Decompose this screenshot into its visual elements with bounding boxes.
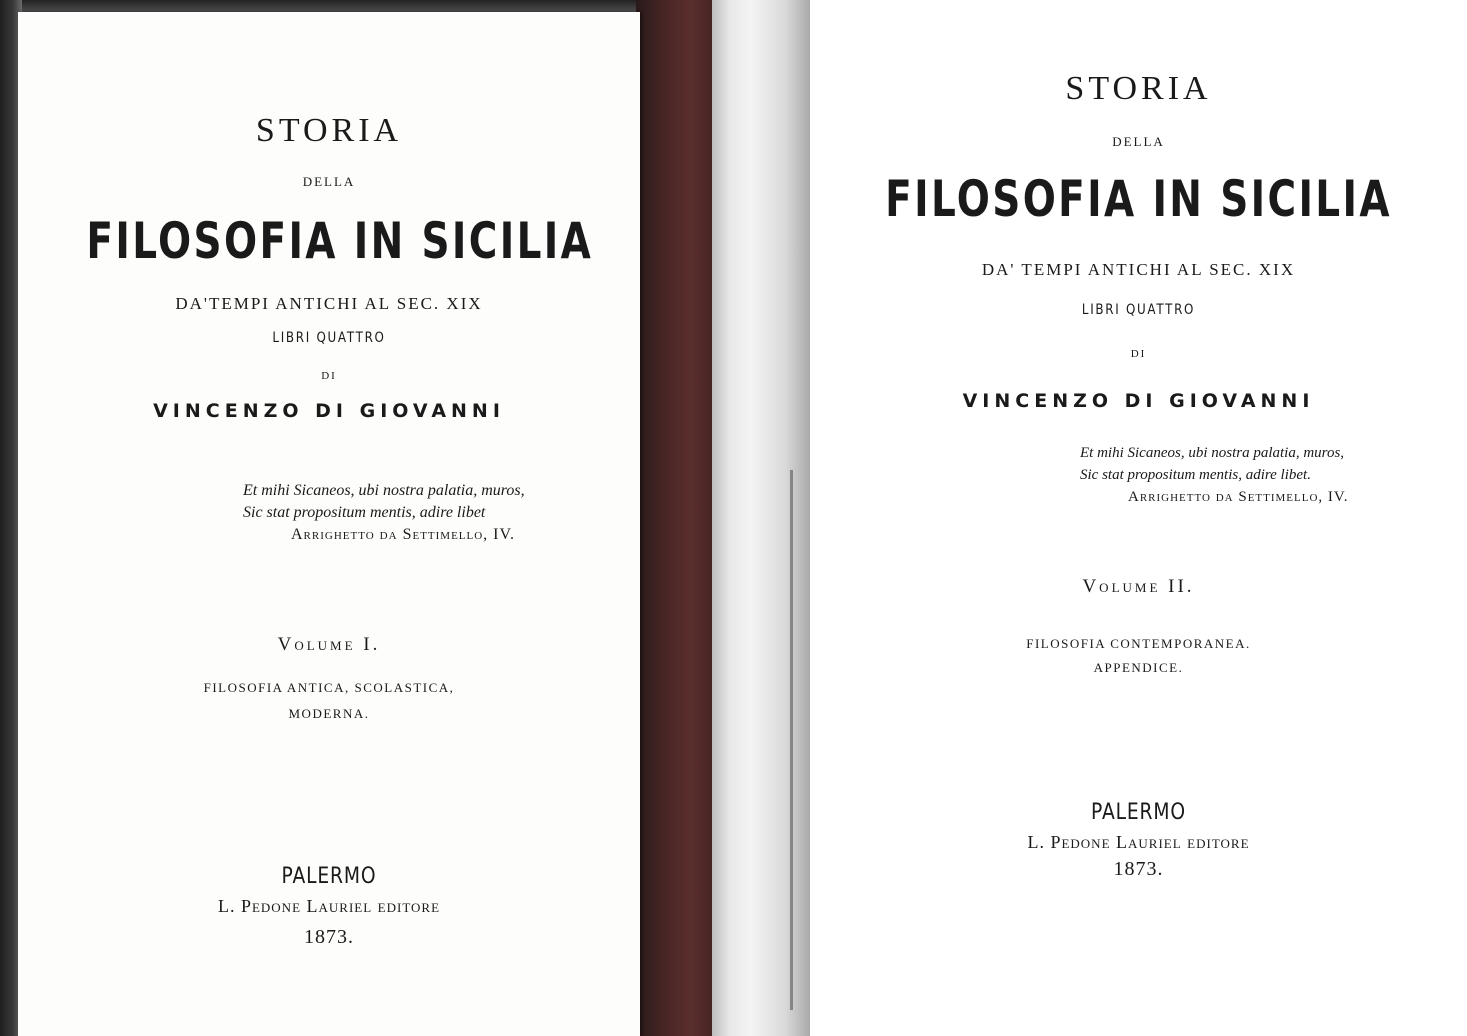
word-della: DELLA bbox=[1112, 134, 1165, 149]
imprint-publisher: L. Pedone Lauriel editore bbox=[217, 896, 441, 916]
word-di: DI bbox=[321, 370, 337, 382]
epigraph-line-1: Et mihi Sicaneos, ubi nostra palatia, muros, bbox=[1080, 445, 1345, 461]
main-title: FILOSOFIA IN SICILIA bbox=[885, 170, 1392, 228]
epigraph bbox=[1080, 442, 1349, 508]
imprint-year: 1873. bbox=[304, 926, 354, 948]
word-della: DELLA bbox=[302, 174, 356, 189]
epigraph-line-2: Sic stat propositum mentis, adire libet. bbox=[1080, 467, 1311, 483]
epigraph bbox=[243, 480, 525, 546]
subtitle: DA' TEMPI ANTICHI AL SEC. XIX bbox=[981, 260, 1296, 279]
author-name: VINCENZO DI GIOVANNI bbox=[962, 390, 1315, 412]
contents-line-1: FILOSOFIA ANTICA, SCOLASTICA, bbox=[203, 680, 455, 695]
imprint-publisher: L. Pedone Lauriel editore bbox=[1027, 832, 1250, 852]
epigraph-attribution: Arrighetto da Settimello, IV. bbox=[291, 526, 515, 543]
epigraph-line-2: Sic stat propositum mentis, adire libet bbox=[243, 504, 486, 521]
imprint-year: 1873. bbox=[1113, 858, 1164, 880]
heading-storia: STORIA bbox=[1065, 70, 1212, 107]
subtitle: DA'TEMPI ANTICHI AL SEC. XIX bbox=[175, 294, 483, 313]
volume-label: Volume I. bbox=[277, 634, 381, 655]
binding-stitch bbox=[790, 470, 805, 1010]
title-page-volume-2 bbox=[810, 0, 1467, 1036]
imprint-city: PALERMO bbox=[1091, 800, 1186, 825]
contents-line-1: FILOSOFIA CONTEMPORANEA. bbox=[1026, 636, 1251, 651]
word-di: DI bbox=[1130, 348, 1147, 360]
imprint-city: PALERMO bbox=[281, 864, 377, 889]
contents-line-2: APPENDICE. bbox=[1093, 660, 1184, 675]
contents-line-2: MODERNA. bbox=[288, 706, 370, 721]
author-name: VINCENZO DI GIOVANNI bbox=[153, 400, 505, 422]
main-title: FILOSOFIA IN SICILIA bbox=[86, 212, 594, 270]
libri-quattro: LIBRI QUATTRO bbox=[272, 330, 386, 346]
libri-quattro: LIBRI QUATTRO bbox=[1081, 302, 1196, 318]
heading-storia: STORIA bbox=[255, 112, 403, 149]
epigraph-line-1: Et mihi Sicaneos, ubi nostra palatia, muros, bbox=[243, 482, 525, 499]
title-page-volume-1 bbox=[18, 12, 640, 1036]
volume-label: Volume II. bbox=[1082, 576, 1195, 597]
epigraph-attribution: Arrighetto da Settimello, IV. bbox=[1128, 489, 1349, 505]
